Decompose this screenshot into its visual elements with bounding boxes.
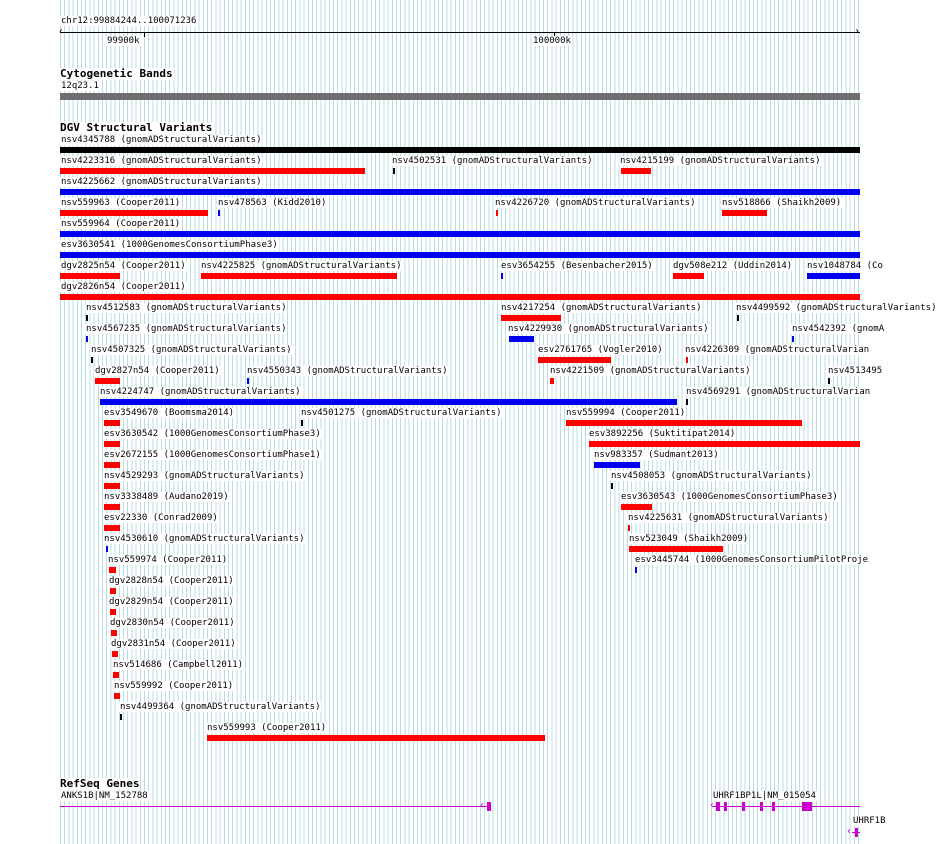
variant-feature[interactable]: [95, 378, 120, 384]
gene-exon[interactable]: [724, 802, 727, 811]
variant-feature[interactable]: [686, 357, 688, 363]
variant-label[interactable]: dgv2830n54 (Cooper2011): [110, 618, 235, 628]
variant-label[interactable]: nsv559994 (Cooper2011): [566, 408, 686, 418]
gene-exon[interactable]: [487, 802, 491, 811]
variant-feature[interactable]: [628, 525, 630, 531]
variant-label[interactable]: nsv1048784 (Co: [807, 261, 883, 271]
variant-label[interactable]: dgv2826n54 (Cooper2011): [61, 282, 186, 292]
variant-feature[interactable]: [104, 525, 120, 531]
variant-label[interactable]: nsv4225825 (gnomADStructuralVariants): [201, 261, 402, 271]
variant-feature[interactable]: [501, 315, 561, 321]
track-title-cytobands[interactable]: Cytogenetic Bands: [60, 67, 173, 80]
variant-label[interactable]: nsv4225662 (gnomADStructuralVariants): [61, 177, 262, 187]
variant-label[interactable]: nsv4225631 (gnomADStructuralVariants): [628, 513, 829, 523]
variant-feature[interactable]: [112, 651, 118, 657]
variant-feature[interactable]: [60, 189, 860, 195]
gene-label[interactable]: UHRF1BP1L|NM_015054: [713, 791, 816, 801]
variant-label[interactable]: nsv559963 (Cooper2011): [61, 198, 181, 208]
variant-label[interactable]: dgv2827n54 (Cooper2011): [95, 366, 220, 376]
cytoband-label: 12q23.1: [61, 81, 99, 91]
track-title-refseq[interactable]: RefSeq Genes: [60, 777, 140, 790]
variant-feature[interactable]: [247, 378, 249, 384]
variant-label[interactable]: esv22330 (Conrad2009): [104, 513, 218, 523]
variant-feature[interactable]: [501, 273, 503, 279]
variant-feature[interactable]: [91, 357, 93, 363]
variant-feature[interactable]: [114, 693, 120, 699]
variant-feature[interactable]: [218, 210, 220, 216]
variant-label[interactable]: nsv4217254 (gnomADStructuralVariants): [501, 303, 702, 313]
variant-feature[interactable]: [104, 504, 120, 510]
gene-strand-arrow-icon: ‹: [479, 800, 486, 811]
variant-feature[interactable]: [120, 714, 122, 720]
variant-label[interactable]: nsv4223316 (gnomADStructuralVariants): [61, 156, 262, 166]
variant-label[interactable]: nsv4345788 (gnomADStructuralVariants): [61, 135, 262, 145]
variant-feature[interactable]: [104, 420, 120, 426]
variant-feature[interactable]: [60, 294, 860, 300]
variant-feature[interactable]: [807, 273, 860, 279]
variant-label[interactable]: nsv4226720 (gnomADStructuralVariants): [495, 198, 696, 208]
variant-label[interactable]: nsv4229930 (gnomADStructuralVariants): [508, 324, 709, 334]
variant-label[interactable]: nsv518866 (Shaikh2009): [722, 198, 842, 208]
variant-label[interactable]: esv3892256 (Suktitipat2014): [589, 429, 736, 439]
variant-label[interactable]: dgv508e212 (Uddin2014): [673, 261, 793, 271]
variant-label[interactable]: nsv559992 (Cooper2011): [114, 681, 234, 691]
ruler-axis: [60, 32, 860, 33]
variant-label[interactable]: nsv478563 (Kidd2010): [218, 198, 327, 208]
variant-label[interactable]: nsv514686 (Campbell2011): [113, 660, 244, 670]
variant-label[interactable]: esv3630542 (1000GenomesConsortiumPhase3): [104, 429, 321, 439]
variant-feature[interactable]: [60, 231, 860, 237]
variant-feature[interactable]: [301, 420, 303, 426]
variant-label[interactable]: nsv4512583 (gnomADStructuralVariants): [86, 303, 287, 313]
variant-label[interactable]: nsv4224747 (gnomADStructuralVariants): [100, 387, 301, 397]
variant-label[interactable]: nsv4501275 (gnomADStructuralVariants): [301, 408, 502, 418]
variant-feature[interactable]: [550, 378, 554, 384]
variant-label[interactable]: esv2672155 (1000GenomesConsortiumPhase1): [104, 450, 321, 460]
gene-strand-arrow-icon: ‹: [846, 826, 853, 837]
variant-feature[interactable]: [110, 588, 116, 594]
gene-intron-line[interactable]: [712, 806, 860, 807]
variant-feature[interactable]: [104, 441, 120, 447]
variant-feature[interactable]: [60, 168, 365, 174]
variant-label[interactable]: nsv4499364 (gnomADStructuralVariants): [120, 702, 321, 712]
variant-feature[interactable]: [792, 336, 794, 342]
variant-label[interactable]: nsv4502531 (gnomADStructuralVariants): [392, 156, 593, 166]
gene-exon[interactable]: [802, 802, 812, 811]
variant-feature[interactable]: [496, 210, 498, 216]
variant-label[interactable]: nsv4550343 (gnomADStructuralVariants): [247, 366, 448, 376]
variant-feature[interactable]: [722, 210, 767, 216]
ruler-coordinates: chr12:99884244..100071236: [61, 16, 197, 26]
variant-feature[interactable]: [673, 273, 704, 279]
variant-feature[interactable]: [538, 357, 611, 363]
variant-label[interactable]: dgv2831n54 (Cooper2011): [111, 639, 236, 649]
variant-feature[interactable]: [589, 441, 860, 447]
variant-label[interactable]: nsv4507325 (gnomADStructuralVariants): [91, 345, 292, 355]
variant-label[interactable]: nsv3338489 (Audano2019): [104, 492, 229, 502]
ruler-tick: [144, 33, 145, 37]
variant-label[interactable]: nsv4569291 (gnomADStructuralVarian: [686, 387, 871, 397]
variant-feature[interactable]: [104, 483, 120, 489]
variant-label[interactable]: dgv2825n54 (Cooper2011): [61, 261, 186, 271]
ruler-right-arrow-icon: ›: [854, 26, 861, 37]
variant-label[interactable]: nsv983357 (Sudmant2013): [594, 450, 719, 460]
variant-label[interactable]: nsv4513495: [828, 366, 883, 376]
variant-feature[interactable]: [509, 336, 534, 342]
variant-feature[interactable]: [113, 672, 119, 678]
variant-label[interactable]: esv3445744 (1000GenomesConsortiumPilotProje: [635, 555, 868, 565]
variant-feature[interactable]: [110, 609, 116, 615]
cytoband-feature[interactable]: [60, 93, 860, 100]
gene-strand-arrow-icon: ‹: [709, 800, 716, 811]
variant-feature[interactable]: [109, 567, 116, 573]
variant-feature[interactable]: [737, 315, 739, 321]
variant-label[interactable]: nsv559974 (Cooper2011): [108, 555, 228, 565]
variant-feature[interactable]: [86, 336, 88, 342]
variant-label[interactable]: nsv559993 (Cooper2011): [207, 723, 327, 733]
gene-intron-line[interactable]: [60, 806, 488, 807]
variant-feature[interactable]: [60, 273, 120, 279]
variant-feature[interactable]: [828, 378, 830, 384]
gene-exon[interactable]: [742, 802, 745, 811]
ruler-tick-label: 100000k: [533, 36, 571, 46]
variant-label[interactable]: dgv2828n54 (Cooper2011): [109, 576, 234, 586]
gene-exon[interactable]: [760, 802, 763, 811]
variant-feature[interactable]: [111, 630, 117, 636]
variant-feature[interactable]: [106, 546, 108, 552]
variant-feature[interactable]: [60, 252, 860, 258]
variant-label[interactable]: nsv4226309 (gnomADStructuralVarian: [685, 345, 870, 355]
variant-label[interactable]: nsv4499592 (gnomADStructuralVariants): [736, 303, 937, 313]
variant-feature[interactable]: [594, 462, 640, 468]
variant-feature[interactable]: [629, 546, 723, 552]
variant-feature[interactable]: [60, 210, 208, 216]
gene-exon[interactable]: [855, 828, 858, 837]
variant-feature[interactable]: [621, 168, 651, 174]
variant-label[interactable]: nsv4215199 (gnomADStructuralVariants): [620, 156, 821, 166]
variant-feature[interactable]: [611, 483, 613, 489]
variant-label[interactable]: esv3630541 (1000GenomesConsortiumPhase3): [61, 240, 278, 250]
variant-label[interactable]: esv3549670 (Boomsma2014): [104, 408, 235, 418]
gene-label[interactable]: UHRF1B: [853, 816, 886, 826]
variant-feature[interactable]: [566, 420, 802, 426]
variant-feature[interactable]: [635, 567, 637, 573]
variant-label[interactable]: dgv2829n54 (Cooper2011): [109, 597, 234, 607]
variant-feature[interactable]: [104, 462, 120, 468]
variant-label[interactable]: esv2761765 (Vogler2010): [538, 345, 663, 355]
gene-label[interactable]: ANKS1B|NM_152788: [61, 791, 148, 801]
variant-label[interactable]: esv3630543 (1000GenomesConsortiumPhase3): [621, 492, 838, 502]
variant-feature[interactable]: [86, 315, 88, 321]
variant-feature[interactable]: [201, 273, 397, 279]
variant-feature[interactable]: [207, 735, 545, 741]
track-title-dgv[interactable]: DGV Structural Variants: [60, 121, 213, 134]
variant-label[interactable]: nsv559964 (Cooper2011): [61, 219, 181, 229]
variant-feature[interactable]: [100, 399, 677, 405]
variant-label[interactable]: nsv4567235 (gnomADStructuralVariants): [86, 324, 287, 334]
variant-feature[interactable]: [686, 399, 688, 405]
variant-feature[interactable]: [621, 504, 652, 510]
gene-exon[interactable]: [772, 802, 775, 811]
gene-exon[interactable]: [716, 802, 720, 811]
variant-label[interactable]: nsv4530610 (gnomADStructuralVariants): [104, 534, 305, 544]
variant-label[interactable]: nsv4542392 (gnomA: [792, 324, 885, 334]
variant-label[interactable]: nsv523049 (Shaikh2009): [629, 534, 749, 544]
variant-feature[interactable]: [393, 168, 395, 174]
ruler-left-arrow-icon: ‹: [58, 26, 65, 37]
variant-label[interactable]: nsv4221509 (gnomADStructuralVariants): [550, 366, 751, 376]
variant-label[interactable]: esv3654255 (Besenbacher2015): [501, 261, 653, 271]
variant-label[interactable]: nsv4529293 (gnomADStructuralVariants): [104, 471, 305, 481]
ruler-tick-label: 99900k: [107, 36, 140, 46]
variant-feature[interactable]: [60, 147, 860, 153]
variant-label[interactable]: nsv4508053 (gnomADStructuralVariants): [611, 471, 812, 481]
